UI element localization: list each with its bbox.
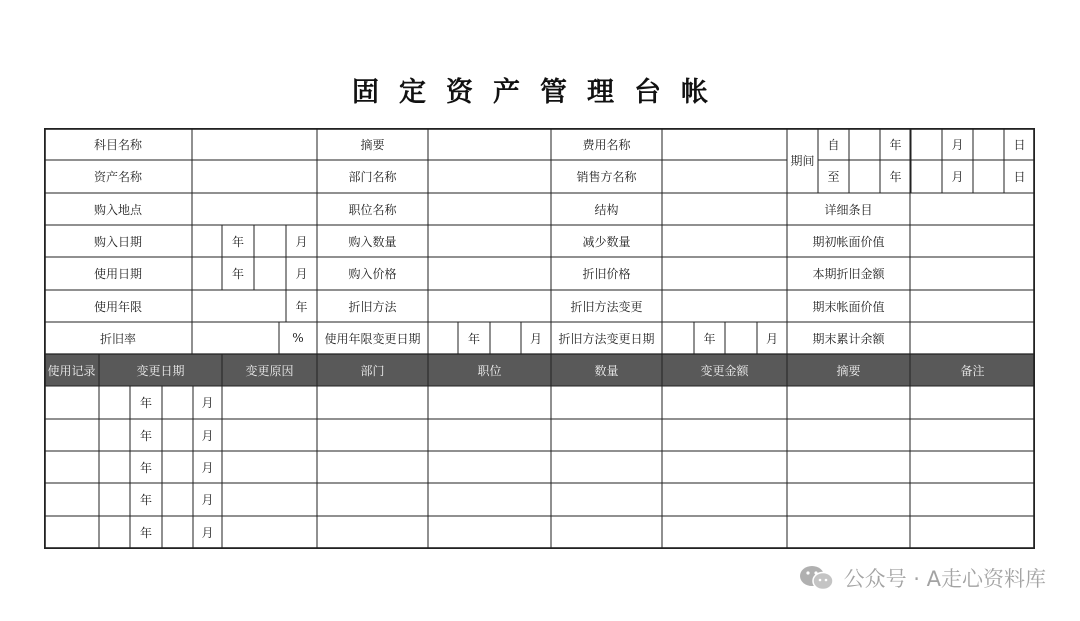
label-depreciation-method: 折旧方法 — [348, 299, 397, 314]
label-current-depreciation: 本期折旧金额 — [812, 267, 885, 281]
label-closing-accum-balance: 期末累计余额 — [812, 331, 885, 346]
label-period: 期间 — [790, 154, 815, 168]
label-purchase-date: 购入日期 — [93, 234, 142, 249]
header-change-reason: 变更原因 — [245, 363, 294, 378]
watermark-text: 公众号 · A走心资料库 — [843, 567, 1046, 591]
header-position: 职位 — [477, 363, 502, 378]
label-structure: 结构 — [594, 202, 619, 217]
header-remarks: 备注 — [960, 363, 985, 378]
page-title: 固定资产管理台帐 — [352, 77, 728, 108]
wechat-icon — [798, 563, 836, 593]
header-change-date: 变更日期 — [136, 363, 185, 378]
label-purchase-place: 购入地点 — [93, 202, 142, 217]
record-row-month: 月 — [201, 493, 214, 507]
label-detail-items: 详细条目 — [824, 202, 873, 217]
label-purchase-month: 月 — [295, 234, 308, 249]
label-method-change-year: 年 — [703, 331, 716, 346]
label-method-change-month: 月 — [765, 331, 778, 346]
label-percent: % — [292, 331, 304, 345]
label-purchase-year: 年 — [231, 234, 244, 249]
label-from-month: 月 — [951, 137, 964, 152]
label-opening-book-value: 期初帐面价值 — [812, 234, 885, 249]
label-to-day: 日 — [1013, 170, 1026, 184]
label-depreciation-rate: 折旧率 — [99, 331, 136, 346]
label-expense-name: 费用名称 — [582, 137, 631, 152]
record-row-month: 月 — [201, 396, 214, 410]
watermark — [798, 560, 1046, 596]
header-summary: 摘要 — [836, 363, 861, 378]
record-row-year: 年 — [139, 493, 152, 507]
label-dept-name: 部门名称 — [348, 170, 397, 184]
label-closing-book-value: 期末帐面价值 — [812, 299, 885, 314]
record-row-month: 月 — [201, 525, 214, 540]
record-row-year: 年 — [139, 396, 152, 410]
label-method-change-date: 折旧方法变更日期 — [558, 331, 655, 346]
asset-ledger-table — [44, 128, 1035, 549]
label-purchase-price: 购入价格 — [348, 267, 397, 281]
label-to-year: 年 — [889, 170, 902, 184]
label-seller-name: 销售方名称 — [576, 170, 637, 184]
record-row-year: 年 — [139, 460, 152, 475]
header-usage-record: 使用记录 — [47, 363, 96, 378]
label-depreciated-price: 折旧价格 — [582, 267, 631, 281]
record-row-month: 月 — [201, 428, 214, 443]
record-row-year: 年 — [139, 428, 152, 443]
label-use-month: 月 — [295, 267, 308, 281]
label-from-day: 日 — [1013, 137, 1026, 152]
record-row-month: 月 — [201, 460, 214, 475]
label-service-years-unit: 年 — [295, 299, 308, 314]
label-subject-name: 科目名称 — [93, 137, 142, 152]
label-use-year: 年 — [231, 267, 244, 281]
label-from-year: 年 — [889, 137, 902, 152]
label-summary: 摘要 — [360, 137, 385, 152]
label-from: 自 — [827, 137, 840, 152]
label-years-change-date: 使用年限变更日期 — [324, 331, 421, 346]
label-use-date: 使用日期 — [93, 267, 142, 281]
header-change-amount: 变更金额 — [700, 363, 749, 378]
label-method-change: 折旧方法变更 — [570, 299, 643, 314]
label-service-years: 使用年限 — [93, 299, 142, 314]
record-row-year: 年 — [139, 525, 152, 540]
label-to-month: 月 — [951, 170, 964, 184]
label-asset-name: 资产名称 — [93, 170, 142, 184]
header-quantity: 数量 — [594, 363, 619, 378]
header-department: 部门 — [360, 363, 385, 378]
label-position-name: 职位名称 — [348, 202, 397, 217]
label-to: 至 — [827, 170, 840, 184]
label-purchase-qty: 购入数量 — [348, 234, 397, 249]
label-years-change-year: 年 — [467, 331, 480, 346]
label-years-change-month: 月 — [529, 331, 542, 346]
label-decrease-qty: 减少数量 — [582, 234, 631, 249]
